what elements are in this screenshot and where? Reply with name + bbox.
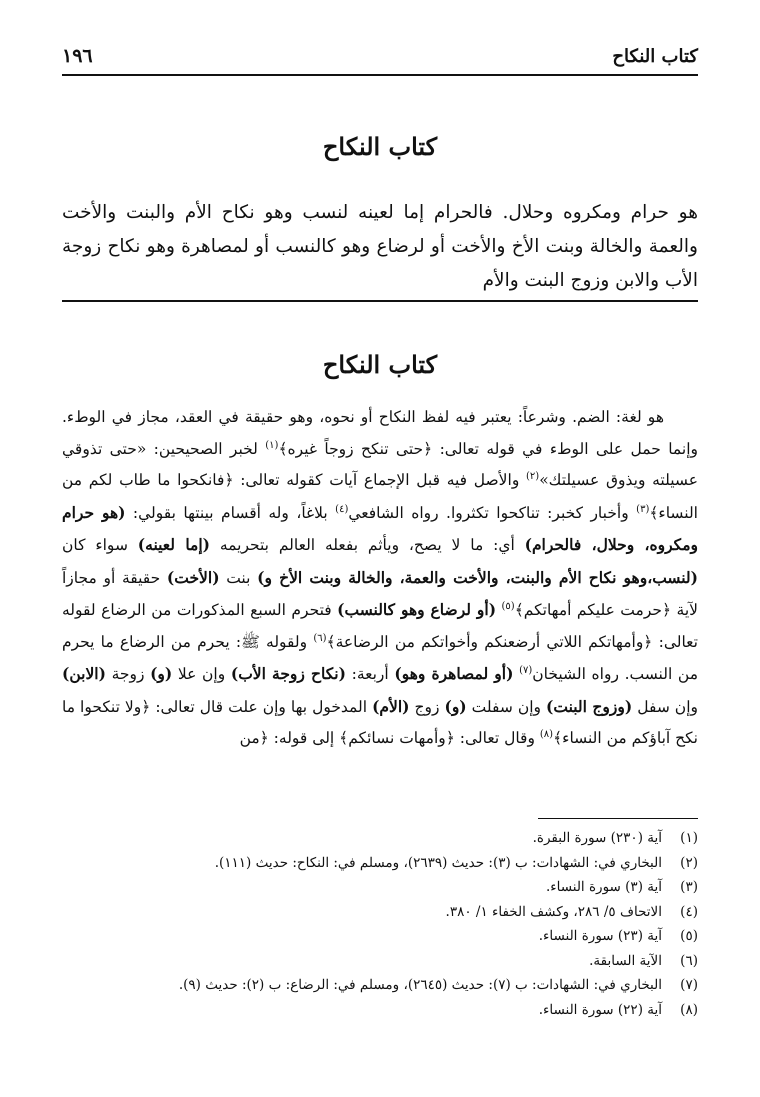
matn-divider (62, 300, 698, 302)
page-number: ١٩٦ (62, 45, 93, 67)
sharh-text (62, 402, 698, 755)
footnote-item: (٧) البخاري في: الشهادات: ب (٧): حديث (٢٦٤٥)، ومسلم في: الرضاع: ب (٢): حديث (٩). (178, 977, 698, 993)
footnote-ref: (٦) (313, 632, 327, 644)
sharh-title: كتاب النكاح (322, 350, 438, 379)
matn-quote: (لنسب،وهو نكاح الأم والبنت، والأخت والعمة، والخالة وبنت الأخ و) (257, 567, 698, 587)
footnote-ref: (٧) (519, 664, 533, 676)
matn-quote: (و) (444, 696, 467, 716)
footnote-ref: (٤) (335, 503, 349, 515)
footnote-item: (٥) آية (٢٣) سورة النساء. (538, 928, 698, 944)
matn-quote: (إما لعينه) (137, 535, 210, 554)
footnote-item: (٢) البخاري في: الشهادات: ب (٣): حديث (٢٦٣٩)، ومسلم في: النكاح: حديث (١١١). (214, 854, 698, 871)
matn-title: كتاب النكاح (322, 132, 438, 161)
matn-quote: (نكاح زوجة الأب) (230, 664, 346, 683)
footnote-ref: (٨) (539, 728, 554, 740)
matn-quote: (الأم) (372, 696, 410, 716)
matn-quote: (أو لرضاع وهو كالنسب) (337, 600, 497, 619)
matn-quote: (و) (150, 664, 173, 683)
footnote-ref: (٥) (501, 600, 515, 612)
footnote-item: (٤) الاتحاف ٥/ ٢٨٦، وكشف الخفاء ١/ ٣٨٠. (445, 903, 698, 920)
footnote-ref: (١) (265, 439, 279, 451)
matn-quote: (الابن) (62, 664, 106, 683)
matn-quote: (أو لمصاهرة وهو) (394, 664, 514, 683)
footnote-item: (٦) الآية السابقة. (589, 952, 698, 969)
footnote-item: (١) آية (٢٣٠) سورة البقرة. (532, 830, 698, 846)
footnote-divider (538, 818, 698, 819)
footnote-ref: (٢) (526, 470, 540, 482)
matn-quote: (وزوج البنت) (546, 696, 633, 716)
sharh-paragraph: هو لغة: الضم. وشرعاً: يعتبر فيه لفظ النكاح أو نحوه، وهو حقيقة في العقد، مجاز في الوطء. وإنما حمل على الوطء في قوله تعالى: ﴿حتى تنكح زوجاً غيره﴾$^{(١)}$ لخبر الصحيحين: «حتى تذوقي عسيلته ويذوق عسيلتك»$^{(٢)}$ والأصل فيه قبل الإجماع آيات كقوله تعالى: ﴿فانكحوا ما طاب لكم من النساء﴾$^{(٣)}$ وأخبار كخبر: تناكحوا تكثروا. رواه الشافعي$^{(٤)}$ بلاغاً، وله أقسام بينتها بقولي: (هو حرام ومكروه، وحلال، فالحرام) أي: ما لا يصح، ويأثم بفعله العالم بتحريمه (إما لعينه) سواء كان (لنسب،وهو نكاح الأم والبنت، والأخت والعمة، والخالة وبنت الأخ و) بنت (الأخت) حقيقة أو مجازاً لآية ﴿حرمت عليكم أمهاتكم﴾$^{(٥)}$ (أو لرضاع وهو كالنسب) فتحرم السبع المذكورات من الرضاع لقوله تعالى: ﴿وأمهاتكم اللاتي أرضعنكم وأخواتكم من الرضاعة﴾$^{(٦)}$ ولقوله ﷺ: يحرم من الرضاع ما يحرم من النسب. رواه الشيخان$^{(٧)}$ (أو لمصاهرة وهو) أربعة: (نكاح زوجة الأب) وإن علا (و) زوجة (الابن) وإن سفل (وزوج البنت) وإن سفلت (و) زوج (الأم) المدخول بها وإن علت قال تعالى: ﴿ولا تنكحوا ما نكح آباؤكم من النساء﴾$^{(٨)}$ وقال تعالى: ﴿وأمهات نسائكم﴾ إلى قوله: ﴿من (62, 408, 699, 747)
running-header (62, 38, 698, 76)
matn-quote: (الأخت) (166, 567, 220, 587)
footnote-item: (٣) آية (٣) سورة النساء. (545, 879, 698, 895)
matn-quote: (هو حرام ومكروه، وحلال، فالحرام) (62, 502, 699, 554)
matn-text: هو حرام ومكروه وحلال. فالحرام إما لعينه لنسب وهو نكاح الأم والبنت والأخت والعمة والخالة وبنت الأخ والأخت أو لرضاع وهو كالنسب أو لمصاهرة وهو نكاح زوجة الأب والابن وزوج البنت والأم (62, 202, 698, 291)
footnotes-list (62, 826, 698, 1022)
running-title: كتاب النكاح (612, 45, 698, 67)
footnote-ref: (٣) (636, 503, 650, 515)
footnote-item: (٨) آية (٢٢) سورة النساء. (538, 1001, 698, 1018)
